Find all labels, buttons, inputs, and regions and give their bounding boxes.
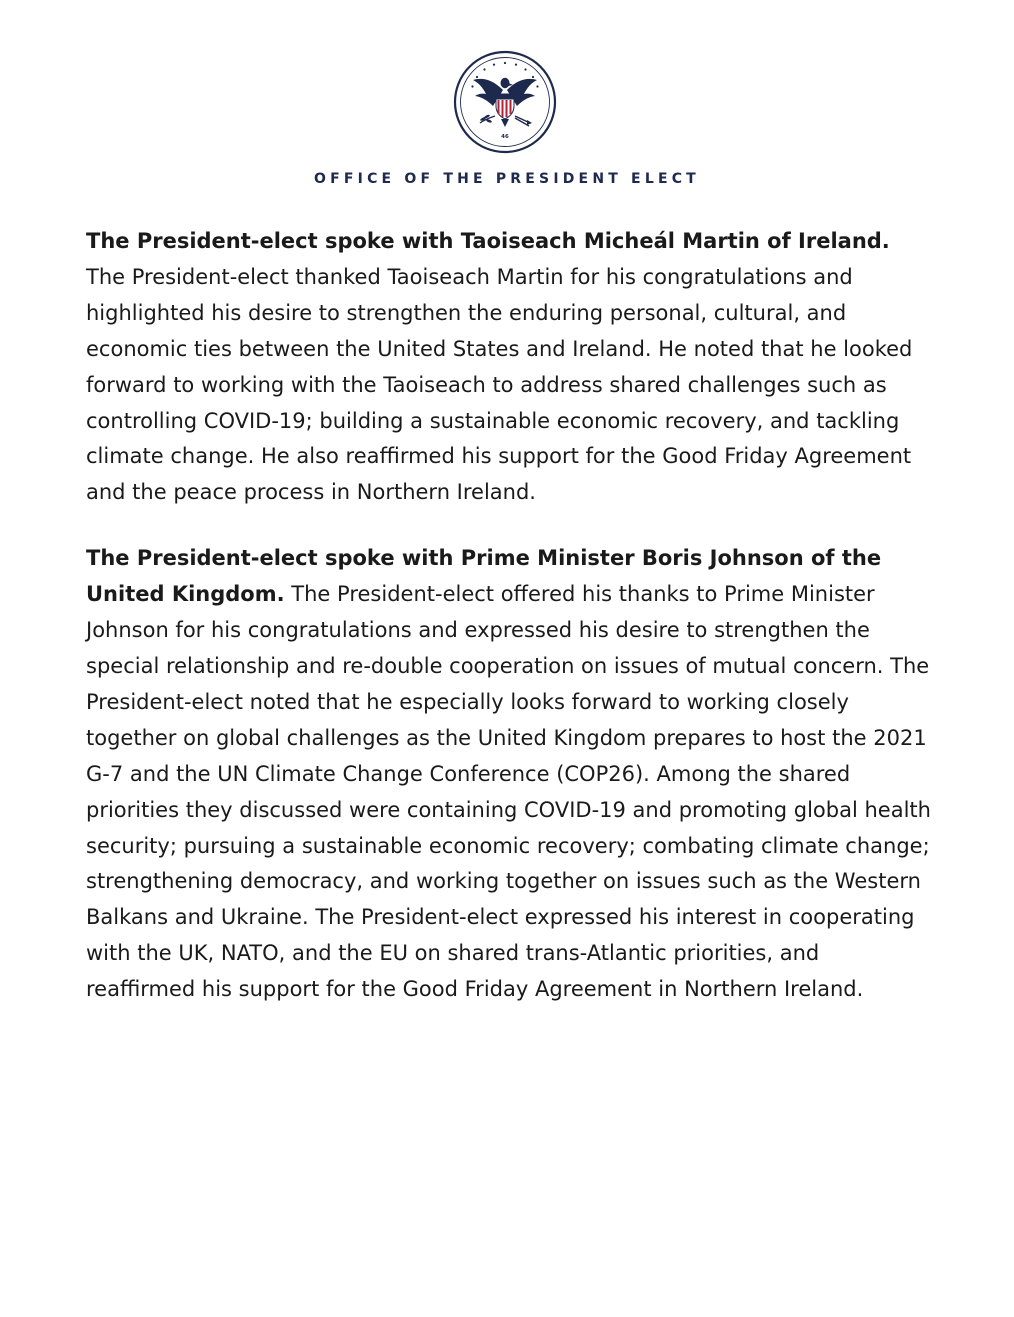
paragraph-lead: The President-elect spoke with Taoiseach Micheál Martin of Ireland. [86,229,890,253]
paragraph-united-kingdom [86,541,934,1008]
presidential-seal-icon [453,50,557,154]
office-title: OFFICE OF THE PRESIDENT ELECT [314,171,700,187]
paragraph-text: The President-elect thanked Taoiseach Martin for his congratulations and highlighted his desire to strengthen the enduring personal, cultural, and economic ties between the United States and Ireland. He noted that he looked forward to working with the Taoiseach to address shared challenges such as controlling COVID-19; building a sustainable economic recovery, and tackling climate change. He also reaffirmed his support for the Good Friday Agreement and the peace process in Northern Ireland. [86,264,913,505]
paragraph-text: The President-elect offered his thanks to Prime Minister Johnson for his congratulations and expressed his desire to strengthen the special relationship and re-double cooperation on issues of mutual concern. The President-elect noted that he especially looks forward to working closely together on global challenges as the United Kingdom prepares to host the 2021 G-7 and the UN Climate Change Conference (COP26). Among the shared priorities they discussed were containing COVID-19 and promoting global health security; pursuing a sustainable economic recovery; combating climate change; strengthening democracy, and working together on issues such as the Western Balkans and Ukraine. The President-elect expressed his interest in cooperating with the UK, NATO, and the EU on shared trans-Atlantic priorities, and reaffirmed his support for the Good Friday Agreement in Northern Ireland. [86,582,931,1002]
paragraph-ireland [86,224,934,511]
letterhead [0,0,1014,200]
paragraph-lead: The President-elect spoke with Prime Minister Boris Johnson of the United Kingdom. [86,546,882,607]
seal-number: 46 [501,134,509,140]
statement-body [86,224,934,1008]
